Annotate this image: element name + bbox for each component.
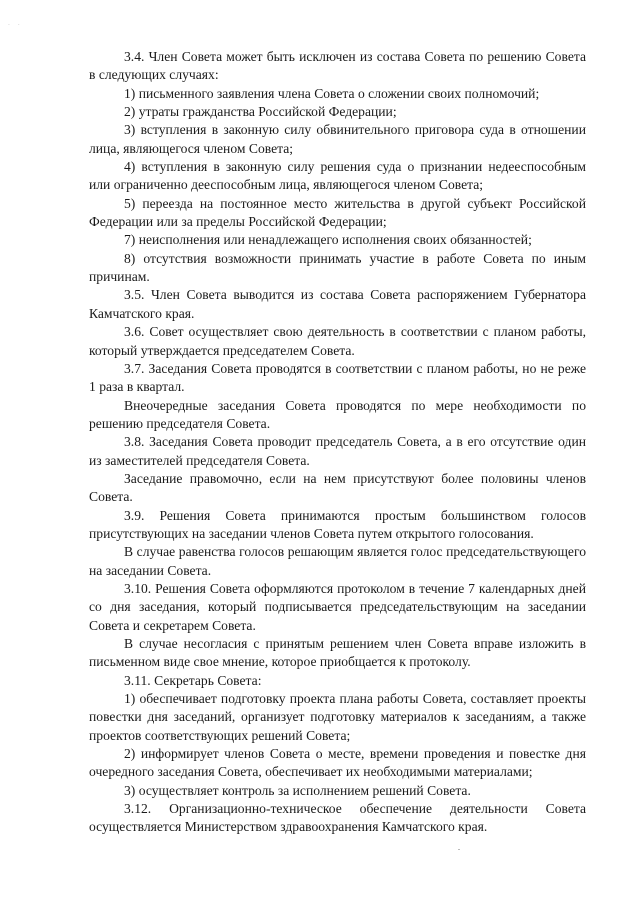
paragraph-3-9: 3.9. Решения Совета принимаются простым большинством голосов присутствующих на заседании членов Совета путем открытого голосования. — [89, 507, 586, 541]
secretary-duty-3: 3) осуществляет контроль за исполнением решений Совета. — [124, 782, 471, 798]
list-item-7: 7) неисполнения или ненадлежащего исполнения своих обязанностей; — [124, 232, 532, 248]
paragraph-quorum: Заседание правомочно, если на нем присутствуют более половины членов Совета. — [89, 470, 586, 505]
paragraph-3-5: 3.5. Член Совета выводится из состава Совета распоряжением Губернатора Камчатского края. — [89, 287, 586, 321]
scan-artifact-marks: · · — [8, 22, 23, 29]
paragraph-3-10: 3.10. Решения Совета оформляются протоколом в течение 7 календарных дней со дня заседания, который подписывается председательствующим на заседании Совета и секретарем Совета. — [89, 580, 586, 633]
paragraph-3-6: 3.6. Совет осуществляет свою деятельность в соответствии с планом работы, который утверждается председателем Совета. — [89, 324, 586, 358]
paragraph-3-7: 3.7. Заседания Совета проводятся в соответствии с планом работы, но не реже 1 раза в квартал. — [89, 360, 586, 395]
secretary-duty-2: 2) информирует членов Совета о месте, времени проведения и повестке дня очередного заседания Совета, обеспечивает их необходимыми материалами; — [89, 746, 586, 780]
list-item-4: 4) вступления в законную силу решения суда о признании недееспособным или ограниченно дееспособным лица, являющегося членом Совета; — [89, 159, 586, 193]
list-item-1: 1) письменного заявления члена Совета о сложении своих полномочий; — [124, 85, 540, 101]
paragraph-extraordinary-meetings: Внеочередные заседания Совета проводятся по мере необходимости по решению председателя Совета. — [89, 397, 586, 431]
list-item-2: 2) утраты гражданства Российской Федерации; — [124, 104, 397, 120]
scan-artifact-dot — [458, 849, 460, 850]
document-body — [89, 48, 586, 837]
list-item-8: 8) отсутствия возможности принимать участие в работе Совета по иным причинам. — [89, 250, 586, 285]
paragraph-dissent: В случае несогласия с принятым решением член Совета вправе изложить в письменном виде свое мнение, которое приобщается к протоколу. — [89, 636, 586, 670]
paragraph-3-8: 3.8. Заседания Совета проводит председатель Совета, а в его отсутствие один из заместителей председателя Совета. — [89, 434, 586, 468]
list-item-3: 3) вступления в законную силу обвинительного приговора суда в отношении лица, являющегося членом Совета; — [89, 122, 586, 156]
secretary-duty-1: 1) обеспечивает подготовку проекта плана работы Совета, составляет проекты повестки дня заседаний, организует подготовку материалов к заседаниям, а также проектов соответствующих решений Совета; — [89, 691, 586, 743]
paragraph-3-11: 3.11. Секретарь Совета: — [124, 672, 262, 688]
paragraph-tie-vote: В случае равенства голосов решающим является голос председательствующего на заседании Совета. — [89, 544, 586, 578]
paragraph-3-12: 3.12. Организационно-техническое обеспечение деятельности Совета осуществляется Министерством здравоохранения Камчатского края. — [89, 801, 586, 835]
list-item-5: 5) переезда на постоянное место жительства в другой субъект Российской Федерации или за пределы Российской Федерации; — [89, 195, 586, 230]
paragraph-3-4: 3.4. Член Совета может быть исключен из состава Совета по решению Совета в следующих случаях: — [89, 49, 586, 83]
